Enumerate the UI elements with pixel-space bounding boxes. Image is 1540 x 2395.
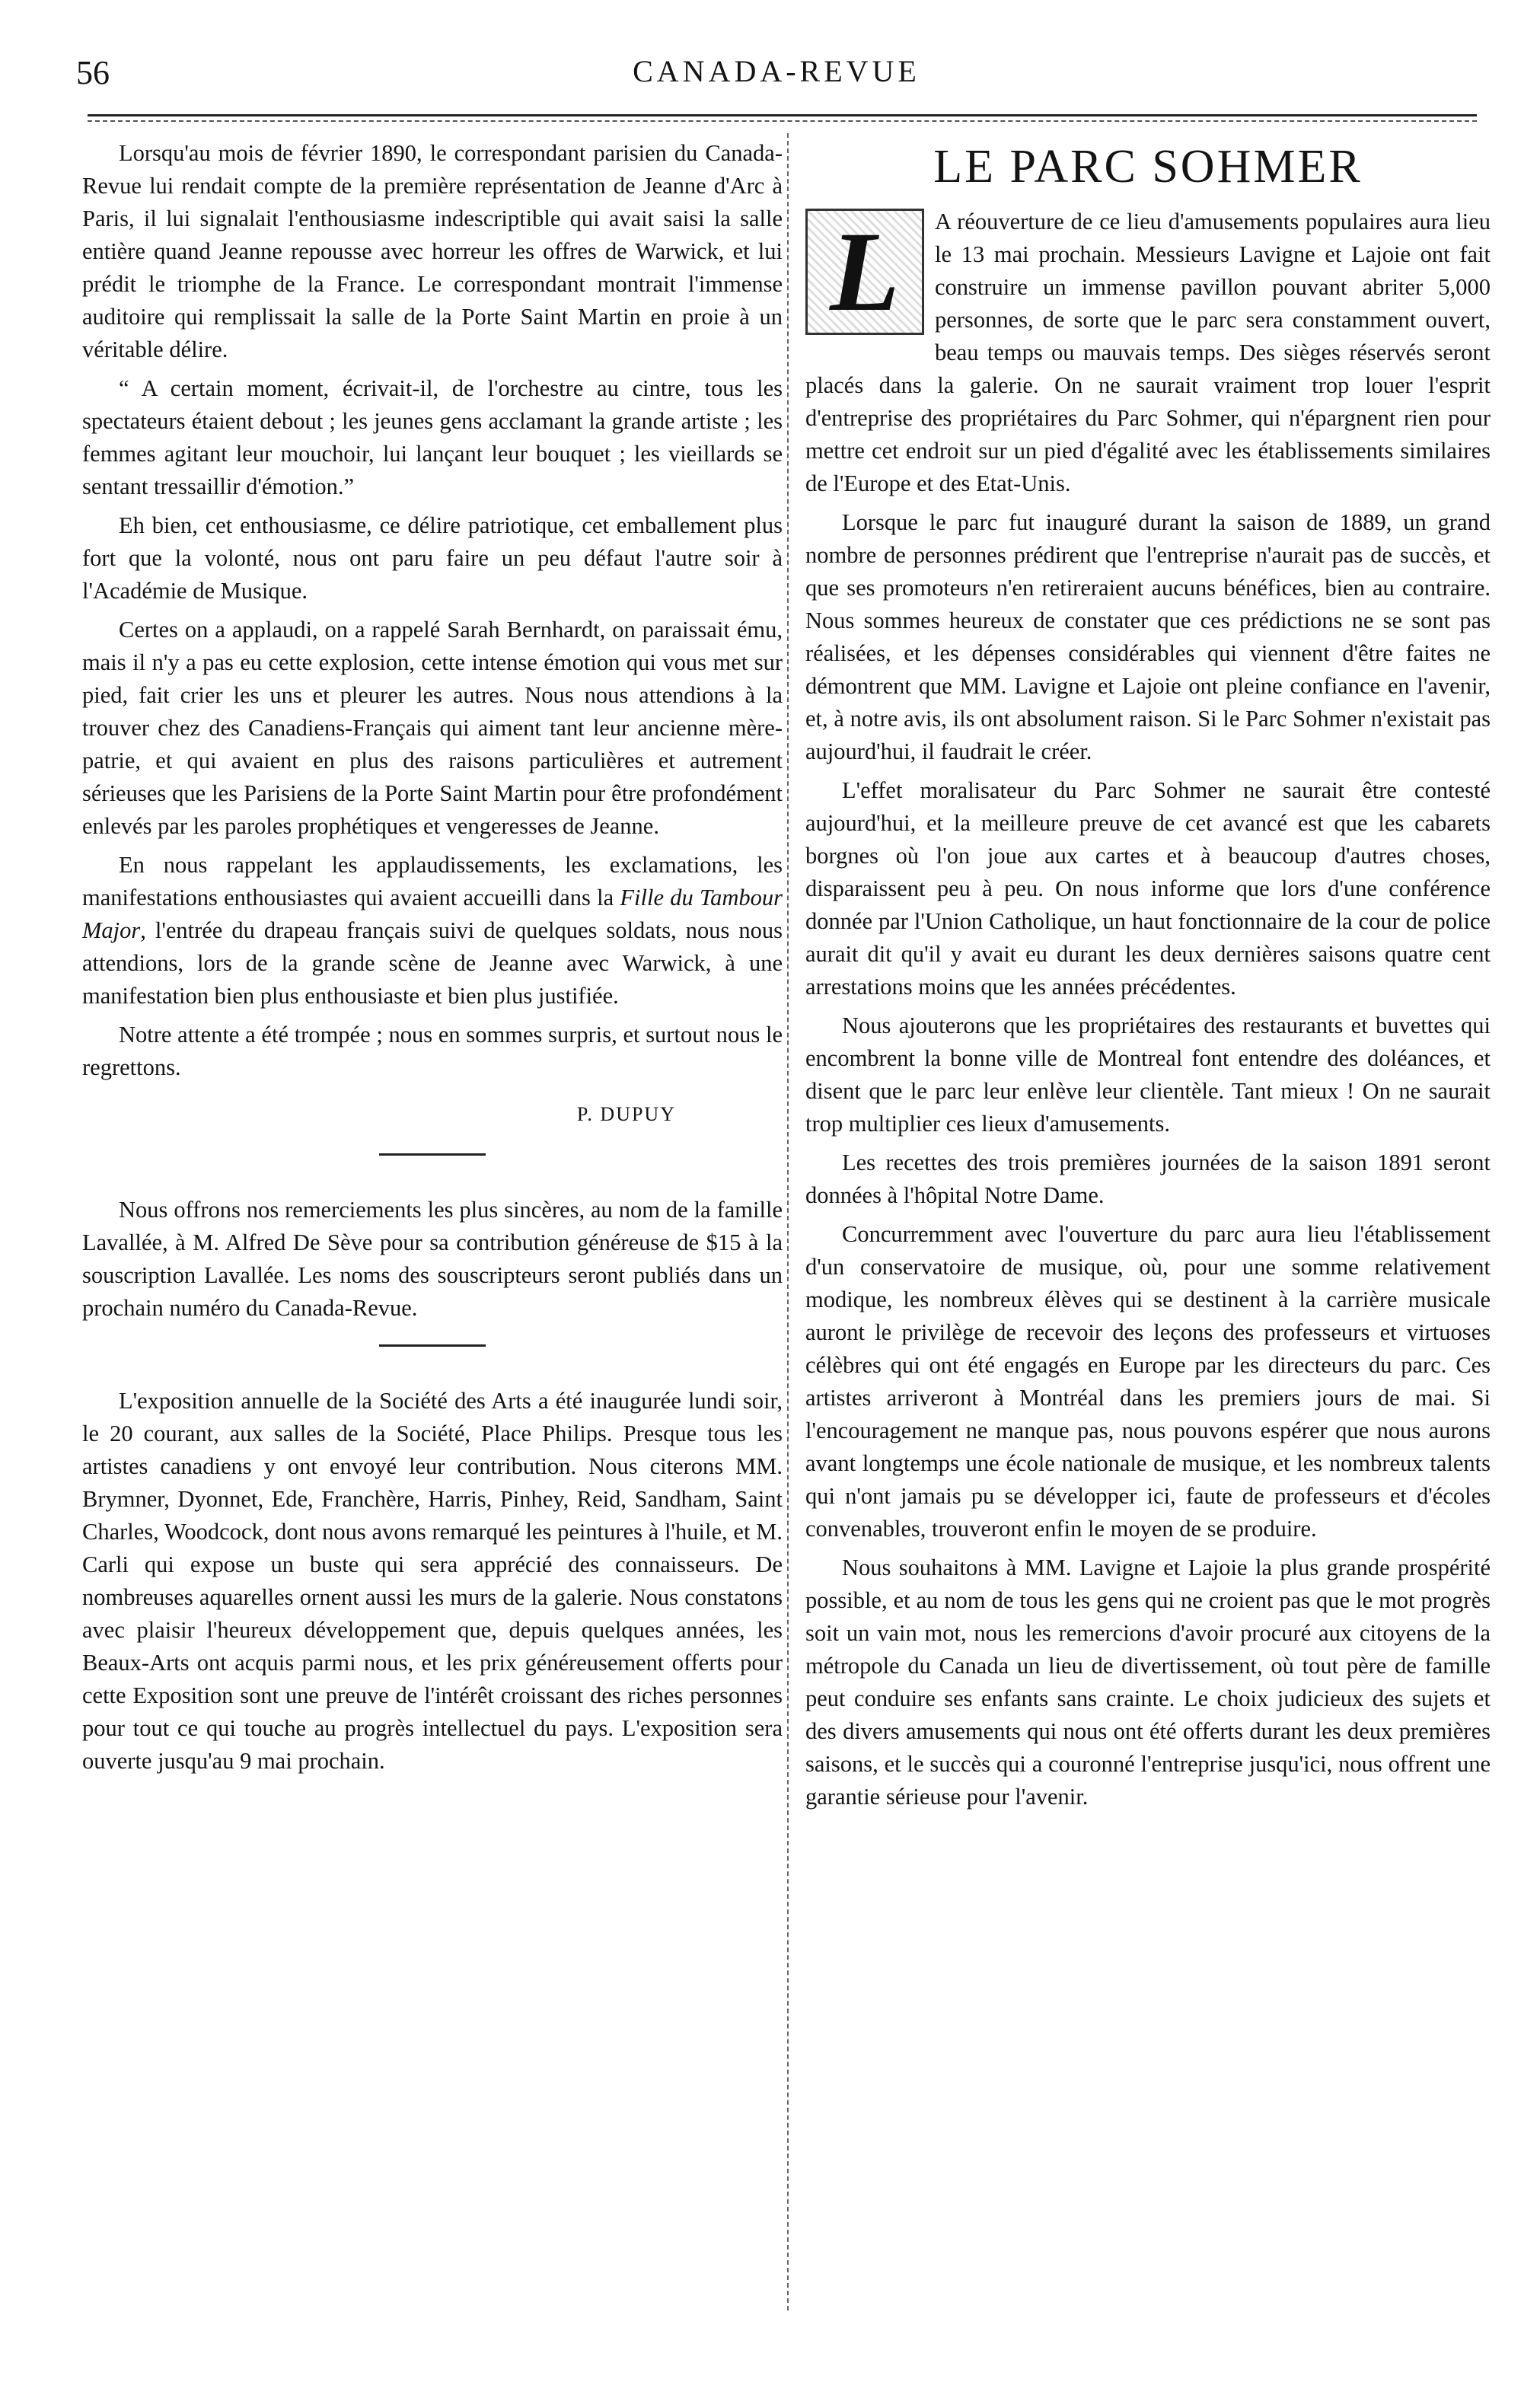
ornamental-drop-cap <box>805 209 924 335</box>
left-column <box>82 137 783 1784</box>
parc-paragraph-3: L'effet moralisateur du Parc Sohmer ne saurait être contesté aujourd'hui, et la meilleure preuve de cet avancé est que les cabarets borgnes où l'on joue aux cartes et à beaucoup d'autres choses, disparaissent peu à peu. On nous informe que lors d'une conférence donnée par l'Union Catholique, un haut fonctionnaire de la cour de police aurait dit qu'il y avait eu durant les deux dernières saisons quatre cent arrestations moins que les années précédentes. <box>805 777 1491 1000</box>
parc-paragraph-6: Concurremment avec l'ouverture du parc aura lieu l'établissement d'un conservatoire de musique, où, pour une somme relativement modique, les nombreux élèves qui se destinent à la carrière musicale auront le privilège de recevoir des leçons des professeurs et virtuoses célèbres qui ont été engagés en Europe par les directeurs du parc. Ces artistes arriveront à Montréal dans les premiers jours de mai. Si l'encouragement ne manque pas, nous pouvons espérer que nous aurons avant longtemps une école nationale de musique, et les nombreux talents qui n'ont jamais pu se développer ici, faute de professeurs et d'écoles convenables, trouveront enfin le moyen de se produire. <box>805 1221 1491 1542</box>
right-column <box>805 137 1491 1819</box>
parc-paragraph-5: Les recettes des trois premières journées de la saison 1891 seront données à l'hôpital Notre Dame. <box>805 1150 1491 1208</box>
article-jeanne-paragraph-3: Eh bien, cet enthousiasme, ce délire patriotique, cet emballement plus fort que la volonté, nous ont paru faire un peu défaut l'autre soir à l'Académie de Musique. <box>82 512 783 604</box>
parc-paragraph-2: Lorsque le parc fut inauguré durant la saison de 1889, un grand nombre de personnes prédirent que l'entreprise n'aurait pas de succès, et que ses promoteurs n'en retireraient aucuns bénéfices, bien au contraire. Nous sommes heureux de constater que ces prédictions ne se sont pas réalisées, et les dépenses considérables qui viennent d'être faites ne démontrent que MM. Lavigne et Lajoie ont pleine confiance en l'avenir, et, à notre avis, ils ont absolument raison. Si le Parc Sohmer n'existait pas aujourd'hui, il faudrait le créer. <box>805 509 1491 764</box>
article-jeanne-paragraph-1: Lorsqu'au mois de février 1890, le correspondant parisien du Canada-Revue lui rendait compte de la première représentation de Jeanne d'Arc à Paris, il lui signalait l'enthousiasme indescriptible qui avait saisi la salle entière quand Jeanne repousse avec horreur les offres de Warwick, et lui prédit le triomphe de la France. Le correspondant montrait l'immense auditoire qui remplissait la salle de la Porte Saint Martin en proie à un véritable délire. <box>82 140 783 362</box>
page-header <box>76 53 1477 99</box>
journal-title: CANADA-REVUE <box>633 54 920 88</box>
article-jeanne-paragraph-5 <box>82 849 783 1013</box>
article-jeanne-paragraph-2: “ A certain moment, écrivait-il, de l'orchestre au cintre, tous les spectateurs étaient debout ; les jeunes gens acclamant la grande artiste ; les femmes agitant leur mouchoir, lui lançant leur bouquet ; les vieillards se sentant tressaillir d'émotion.” <box>82 375 783 499</box>
section-separator-2 <box>379 1344 486 1347</box>
parc-paragraph-4: Nous ajouterons que les propriétaires des restaurants et buvettes qui encombrent la bonne ville de Montreal font entendre des doléances, et disent que le parc leur enlève leur clientèle. Tant mieux ! On ne saurait trop multiplier ces lieux d'amusements. <box>805 1013 1491 1137</box>
article-jeanne-paragraph-6: Notre attente a été trompée ; nous en sommes surpris, et surtout nous le regrettons. <box>82 1022 783 1080</box>
article-jeanne-paragraph-4: Certes on a applaudi, on a rappelé Sarah Bernhardt, on paraissait ému, mais il n'y a pas eu cette explosion, cette intense émotion qui vous met sur pied, fait crier les uns et pleurer les autres. Nous nous attendions à la trouver chez des Canadiens-Français qui aiment tant leur ancienne mère-patrie, et qui avaient en plus des raisons particulières et autrement sérieuses que les Parisiens de la Porte Saint Martin pour être profondément enlevés par les paroles prophétiques et vengeresses de Jeanne. <box>82 617 783 839</box>
header-rule-dashed <box>88 120 1477 122</box>
section-separator-1 <box>379 1153 486 1156</box>
header-rule <box>88 114 1477 116</box>
article-exposition-paragraph: L'exposition annuelle de la Société des Arts a été inaugurée lundi soir, le 20 courant, aux salles de la Société, Place Philips. Presque tous les artistes canadiens y ont envoyé leur contribution. Nous citerons MM. Brymner, Dyonnet, Ede, Franchère, Harris, Pinhey, Reid, Sandham, Saint Charles, Woodcock, dont nous avons remarqué les peintures à l'huile, et M. Carli qui expose un buste qui sera apprécié des connaisseurs. De nombreuses aquarelles ornent aussi les murs de la galerie. Nous constatons avec plaisir l'heureux développement que, depuis quelques années, les Beaux-Arts ont acquis parmi nous, et les prix généreusement offerts pour cette Exposition sont une preuve de l'intérêt croissant des riches personnes pour tout ce qui touche au progrès intellectuel du pays. L'exposition sera ouverte jusqu'au 9 mai prochain. <box>82 1388 783 1774</box>
column-divider <box>787 133 789 2310</box>
drop-cap-letter: L <box>830 209 900 335</box>
article-lavallee-paragraph: Nous offrons nos remerciements les plus sincères, au nom de la famille Lavallée, à M. Alfred De Sève pour sa contribution généreuse de $15 à la souscription Lavallée. Les noms des souscripteurs seront publiés dans un prochain numéro du Canada-Revue. <box>82 1197 783 1321</box>
play-title: Fille du Tambour Major <box>82 885 783 943</box>
paragraph-5-before: En nous rappelant les applaudissements, les exclamations, les manifestations enthousiastes qui avaient accueilli dans la <box>82 852 783 910</box>
article-title: LE PARC SOHMER <box>933 141 1363 193</box>
page-number: 56 <box>76 54 110 91</box>
parc-paragraph-1 <box>805 206 1491 500</box>
author-signature: P. DUPUY <box>576 1103 676 1125</box>
parc-paragraph-1-text: A réouverture de ce lieu d'amusements populaires aura lieu le 13 mai prochain. Messieurs Lavigne et Lajoie ont fait construire un immense pavillon pouvant abriter 5,000 personnes, de sorte que le parc sera constamment ouvert, beau temps ou mauvais temps. Des sièges réservés seront placés dans la galerie. On ne saurait vraiment trop louer l'esprit d'entreprise des propriétaires du Parc Sohmer, qui n'épargnent rien pour mettre cet endroit sur un pied d'égalité avec les établissements similaires de l'Europe et des Etat-Unis. <box>805 209 1491 496</box>
parc-paragraph-7: Nous souhaitons à MM. Lavigne et Lajoie la plus grande prospérité possible, et au nom de tous les gens qui ne croient pas que le mot progrès soit un vain mot, nous les remercions d'avoir procuré aux citoyens de la métropole du Canada un lieu de divertissement, où tout père de famille peut conduire ses enfants sans crainte. Le choix judicieux des sujets et des divers amusements qui nous ont été offerts durant les deux premières saisons, et le succès qui a couronné l'entreprise jusqu'ici, nous offrent une garantie sérieuse pour l'avenir. <box>805 1555 1491 1810</box>
paragraph-5-after: , l'entrée du drapeau français suivi de quelques soldats, nous nous attendions, lors de la grande scène de Jeanne avec Warwick, à une manifestation bien plus enthousiaste et bien plus justifiée. <box>82 917 783 1009</box>
